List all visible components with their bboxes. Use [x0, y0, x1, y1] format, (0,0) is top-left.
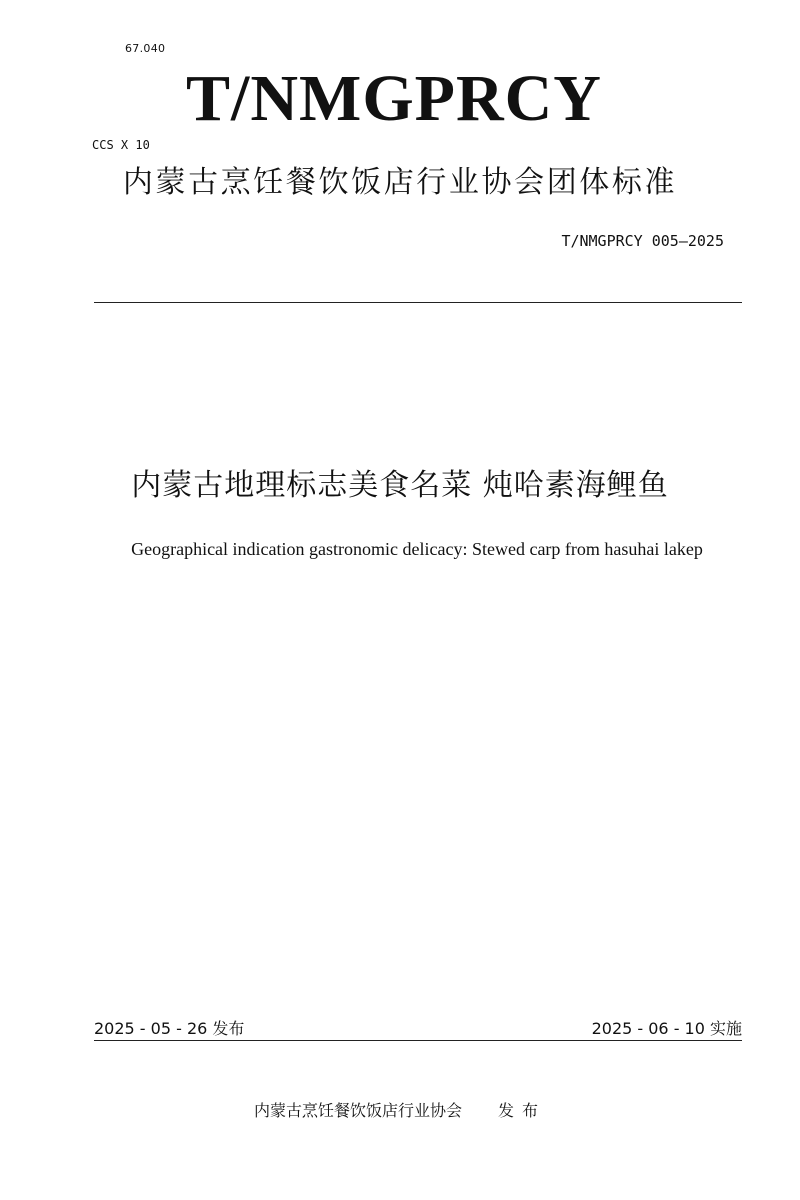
standard-number: T/NMGPRCY 005—2025 — [561, 232, 724, 250]
implementation-date: 2025 - 06 - 10 实施 — [591, 1019, 742, 1038]
document-title-english: Geographical indication gastronomic delicacy: Stewed carp from hasuhai lakep — [131, 539, 703, 559]
document-title-chinese: 内蒙古地理标志美食名菜 炖哈素海鲤鱼 — [131, 468, 669, 503]
publisher-line — [0, 1098, 800, 1121]
publisher-action: 发布 — [498, 1101, 547, 1120]
issue-date: 2025 - 05 - 26 发布 — [94, 1019, 245, 1038]
organization-standard-title: 内蒙古烹饪餐饮饭店行业协会团体标准 — [122, 165, 678, 200]
standard-prefix-logo: T/NMGPRCY — [186, 62, 602, 135]
top-divider — [94, 302, 742, 303]
ics-code: 67.040 — [125, 42, 166, 55]
ccs-code: CCS X 10 — [92, 138, 150, 152]
publisher-name: 内蒙古烹饪餐饮饭店行业协会 — [253, 1101, 462, 1120]
bottom-divider — [94, 1040, 742, 1041]
